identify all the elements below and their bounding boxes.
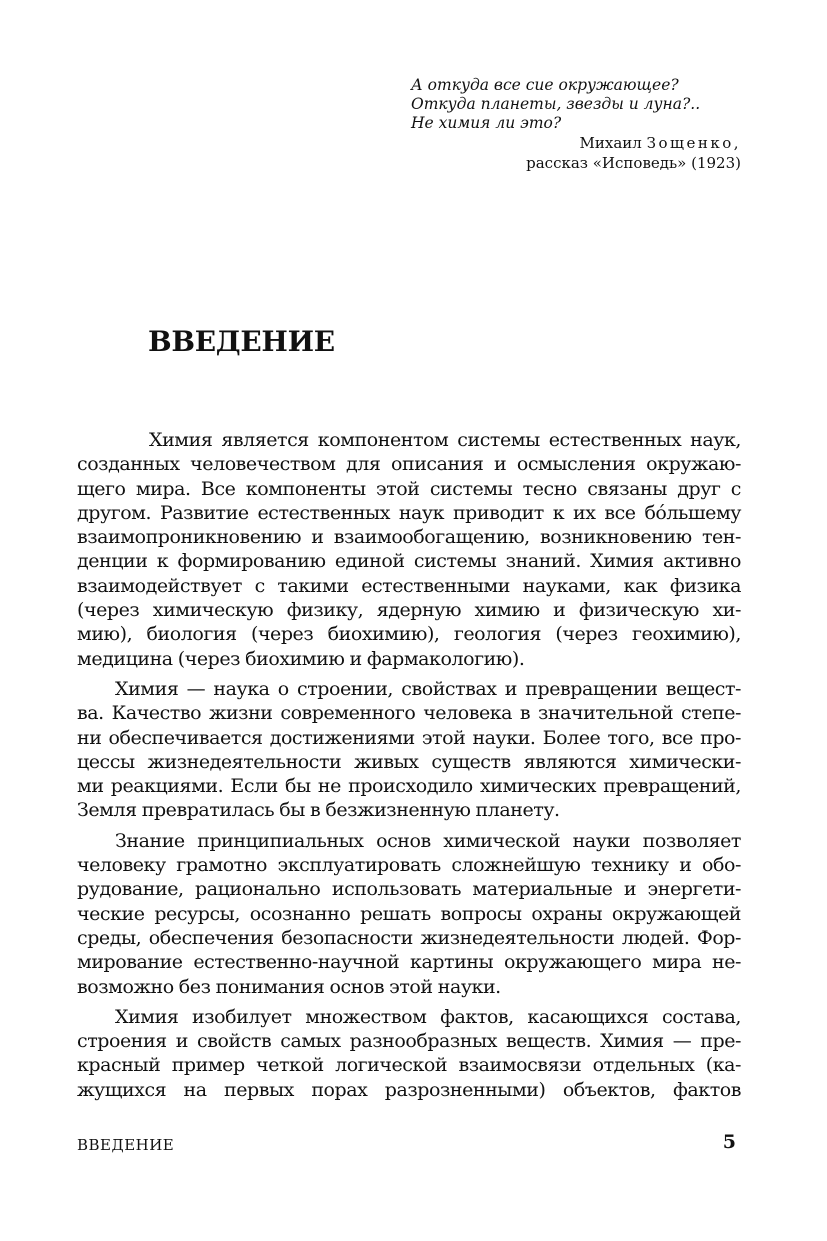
text-line: человеку грамотно эксплуатировать сложнейшую технику и обо- (77, 854, 741, 877)
text-line: Земля превратилась бы в безжизненную планету. (77, 799, 560, 822)
text-line: взаимопроникновению и взаимообогащению, возникновению тен- (77, 526, 741, 549)
text-line: мирование естественно-научной картины окружающего мира не- (77, 951, 741, 974)
text-line: (через химическую физику, ядерную химию и физическую хи- (77, 599, 741, 622)
text-line: красный пример четкой логической взаимосвязи отдельных (ка- (77, 1054, 741, 1077)
text-line: взаимодействует с такими естественными науками, как физика (77, 574, 741, 597)
text-line: Знание принципиальных основ химической науки позволяет (115, 829, 741, 852)
paragraph (77, 428, 741, 671)
epigraph-author-surname: Зощенко, (646, 134, 741, 152)
text-line: цессы жизнедеятельности живых существ являются химически- (77, 750, 741, 773)
text-line: возможно без понимания основ этой науки. (77, 975, 501, 998)
chapter-title: ВВЕДЕНИЕ (148, 325, 335, 358)
epigraph-line: А откуда все сие окружающее? (411, 76, 679, 94)
text-line: среды, обеспечения безопасности жизнедеятельности людей. Фор- (77, 926, 741, 949)
paragraph (77, 1005, 741, 1102)
text-line: Химия изобилует множеством фактов, касающихся состава, (115, 1005, 741, 1028)
epigraph (411, 76, 741, 173)
text-line: ни обеспечивается достижениями этой науки. Более того, все про- (77, 726, 741, 749)
epigraph-author (411, 134, 741, 153)
epigraph-line: Откуда планеты, звезды и луна?.. (411, 95, 701, 113)
epigraph-author-first-name: Михаил (579, 134, 642, 152)
text-line: Химия является компонентом системы естественных наук, (149, 429, 741, 451)
text-line: денции к формированию единой системы знаний. Химия активно (77, 550, 741, 573)
text-line: ческие ресурсы, осознанно решать вопросы охраны окружающей (77, 902, 741, 925)
running-head: ВВЕДЕНИЕ (77, 1136, 175, 1154)
page-number: 5 (722, 1131, 736, 1153)
epigraph-source: рассказ «Исповедь» (1923) (526, 154, 741, 172)
text-line: ми реакциями. Если бы не происходило химических превращений, (77, 775, 741, 798)
text-line: созданных человечеством для описания и осмысления окружаю- (77, 453, 741, 476)
text-line: ва. Качество жизни современного человека в значительной степе- (77, 702, 741, 725)
paragraph (77, 829, 741, 999)
text-line: Химия — наука о строении, свойствах и превращении вещест- (115, 677, 741, 700)
text-line: рудование, рационально использовать материальные и энергети- (77, 878, 741, 901)
paragraph (77, 677, 741, 823)
text-line: медицина (через биохимию и фармакологию). (77, 647, 525, 670)
epigraph-line: Не химия ли это? (411, 114, 562, 132)
text-line: другом. Развитие естественных наук приводит к их все бóльшему (77, 501, 741, 524)
text-line: мию), биология (через биохимию), геология (через геохимию), (77, 623, 741, 646)
text-line: щего мира. Все компоненты этой системы тесно связаны друг с (77, 477, 741, 500)
text-line: строения и свойств самых разнообразных веществ. Химия — пре- (77, 1030, 741, 1053)
text-line: жущихся на первых порах разрозненными) объектов, фактов (77, 1078, 741, 1101)
body-text (77, 428, 741, 1102)
